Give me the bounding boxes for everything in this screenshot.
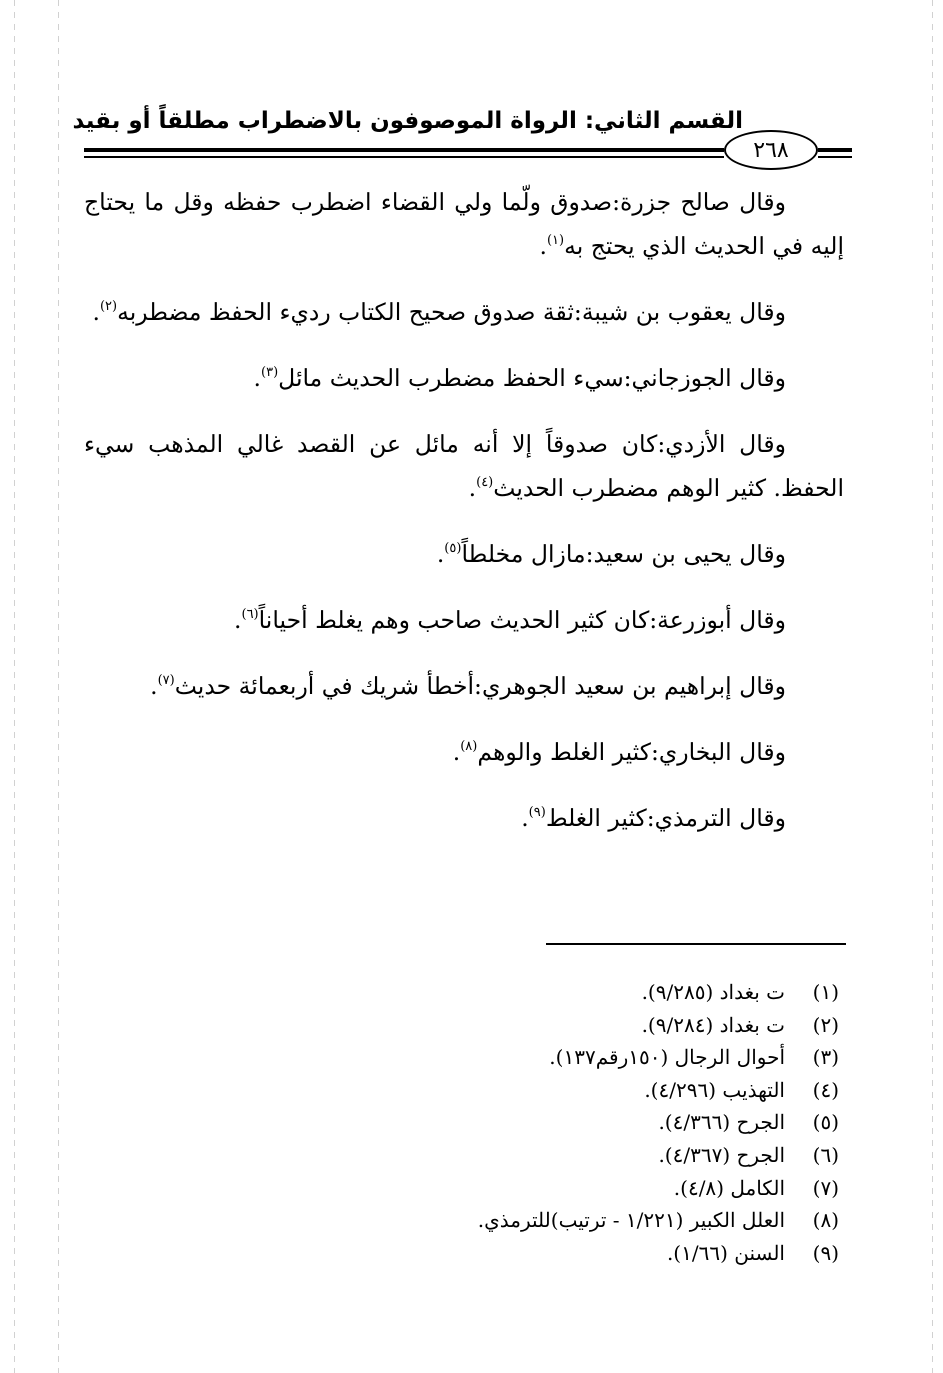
footnote-number: (٥): [812, 1110, 839, 1135]
margin-scan-dots: [14, 0, 15, 1373]
footnote-text: الجرح (٤/٣٦٦).: [658, 1110, 785, 1135]
footnote-text: ت بغداد (٩/٢٨٥).: [641, 980, 785, 1004]
paragraph: وقال يعقوب بن شيبة:ثقة صدوق صحيح الكتاب رديء الحفظ مضطربه$^{(٢)}$.: [92, 298, 786, 326]
footnote: [478, 976, 839, 1009]
footnote: [478, 1041, 839, 1074]
footnote-text: ت بغداد (٩/٢٨٤).: [641, 1012, 785, 1037]
paragraph: وقال يحيى بن سعيد:مازال مخلطاً$^{(٥)}$.: [436, 540, 786, 568]
footnote-ref: (٨): [460, 739, 478, 754]
page-number: ٢٦٨: [724, 130, 818, 170]
margin-scan-dots: [58, 0, 59, 1373]
paragraph: وقال أبوزرعة:كان كثير الحديث صاحب وهم يغلط أحياناً$^{(٦)}$.: [234, 606, 786, 634]
footnote-ref: (١): [546, 233, 565, 248]
footnote-number: (٨): [812, 1208, 839, 1233]
footnote: [478, 1009, 839, 1042]
footnote-number: (٤): [812, 1077, 839, 1102]
footnote-separator: [546, 943, 846, 945]
footnote-text: أحوال الرجال (١٥٠رقم١٣٧).: [549, 1045, 785, 1070]
paragraph: وقال الأزدي:كان صدوقاً إلا أنه مائل عن القصد غالي المذهب سيء الحفظ. كثير الوهم مضطرب الحديث$^{(٤)}$.: [84, 430, 844, 502]
paragraph: وقال إبراهيم بن سعيد الجوهري:أخطأ شريك في أربعمائة حديث$^{(٧)}$.: [150, 672, 786, 700]
paragraph: وقال الجوزجاني:سيء الحفظ مضطرب الحديث مائل$^{(٣)}$.: [253, 364, 786, 392]
footnote: [478, 1074, 839, 1107]
footnote-number: (٦): [812, 1142, 839, 1167]
footnote-text: العلل الكبير (١/٢٢١ - ترتيب)للترمذي.: [477, 1208, 785, 1233]
footnote-number: (٣): [812, 1045, 839, 1070]
margin-scan-dots: [932, 0, 933, 1373]
header-rule: [818, 156, 852, 158]
footnote: [478, 1204, 839, 1237]
header-rule: [84, 156, 724, 158]
footnote-ref: (٤): [476, 475, 494, 490]
footnote-ref: (٥): [444, 541, 462, 556]
footnote-number: (١): [812, 980, 839, 1004]
paragraph: وقال البخاري:كثير الغلط والوهم$^{(٨)}$.: [452, 738, 786, 766]
running-header: القسم الثاني: الرواة الموصوفون بالاضطراب مطلقاً أو بقيد: [72, 108, 743, 134]
footnotes: [478, 976, 839, 1269]
footnote-ref: (٢): [99, 299, 118, 314]
header-rule: [818, 148, 852, 152]
main-text: [84, 180, 844, 862]
footnote-text: التهذيب (٤/٢٩٦).: [644, 1077, 785, 1102]
header-rule: [84, 148, 724, 152]
paragraph: وقال الترمذي:كثير الغلط$^{(٩)}$.: [521, 804, 786, 832]
paragraph: وقال صالح جزرة:صدوق ولّما ولي القضاء اضطرب حفظه وقل ما يحتاج إليه في الحديث الذي يحتج به$^{(١)}$.: [84, 188, 844, 260]
footnote-text: السنن (١/٦٦).: [666, 1240, 785, 1265]
footnote-ref: (٩): [528, 805, 546, 820]
footnote-text: الكامل (٤/٨).: [673, 1175, 785, 1200]
footnote-ref: (٣): [261, 365, 279, 380]
footnote: [478, 1172, 839, 1205]
footnote-ref: (٦): [241, 607, 259, 622]
footnote-text: الجرح (٤/٣٦٧).: [658, 1142, 785, 1167]
footnote: [478, 1106, 839, 1139]
footnote: [478, 1237, 839, 1270]
footnote-number: (٢): [812, 1012, 839, 1037]
footnote: [478, 1139, 839, 1172]
footnote-number: (٩): [812, 1240, 839, 1265]
footnote-number: (٧): [812, 1175, 839, 1200]
footnote-ref: (٧): [157, 673, 175, 688]
